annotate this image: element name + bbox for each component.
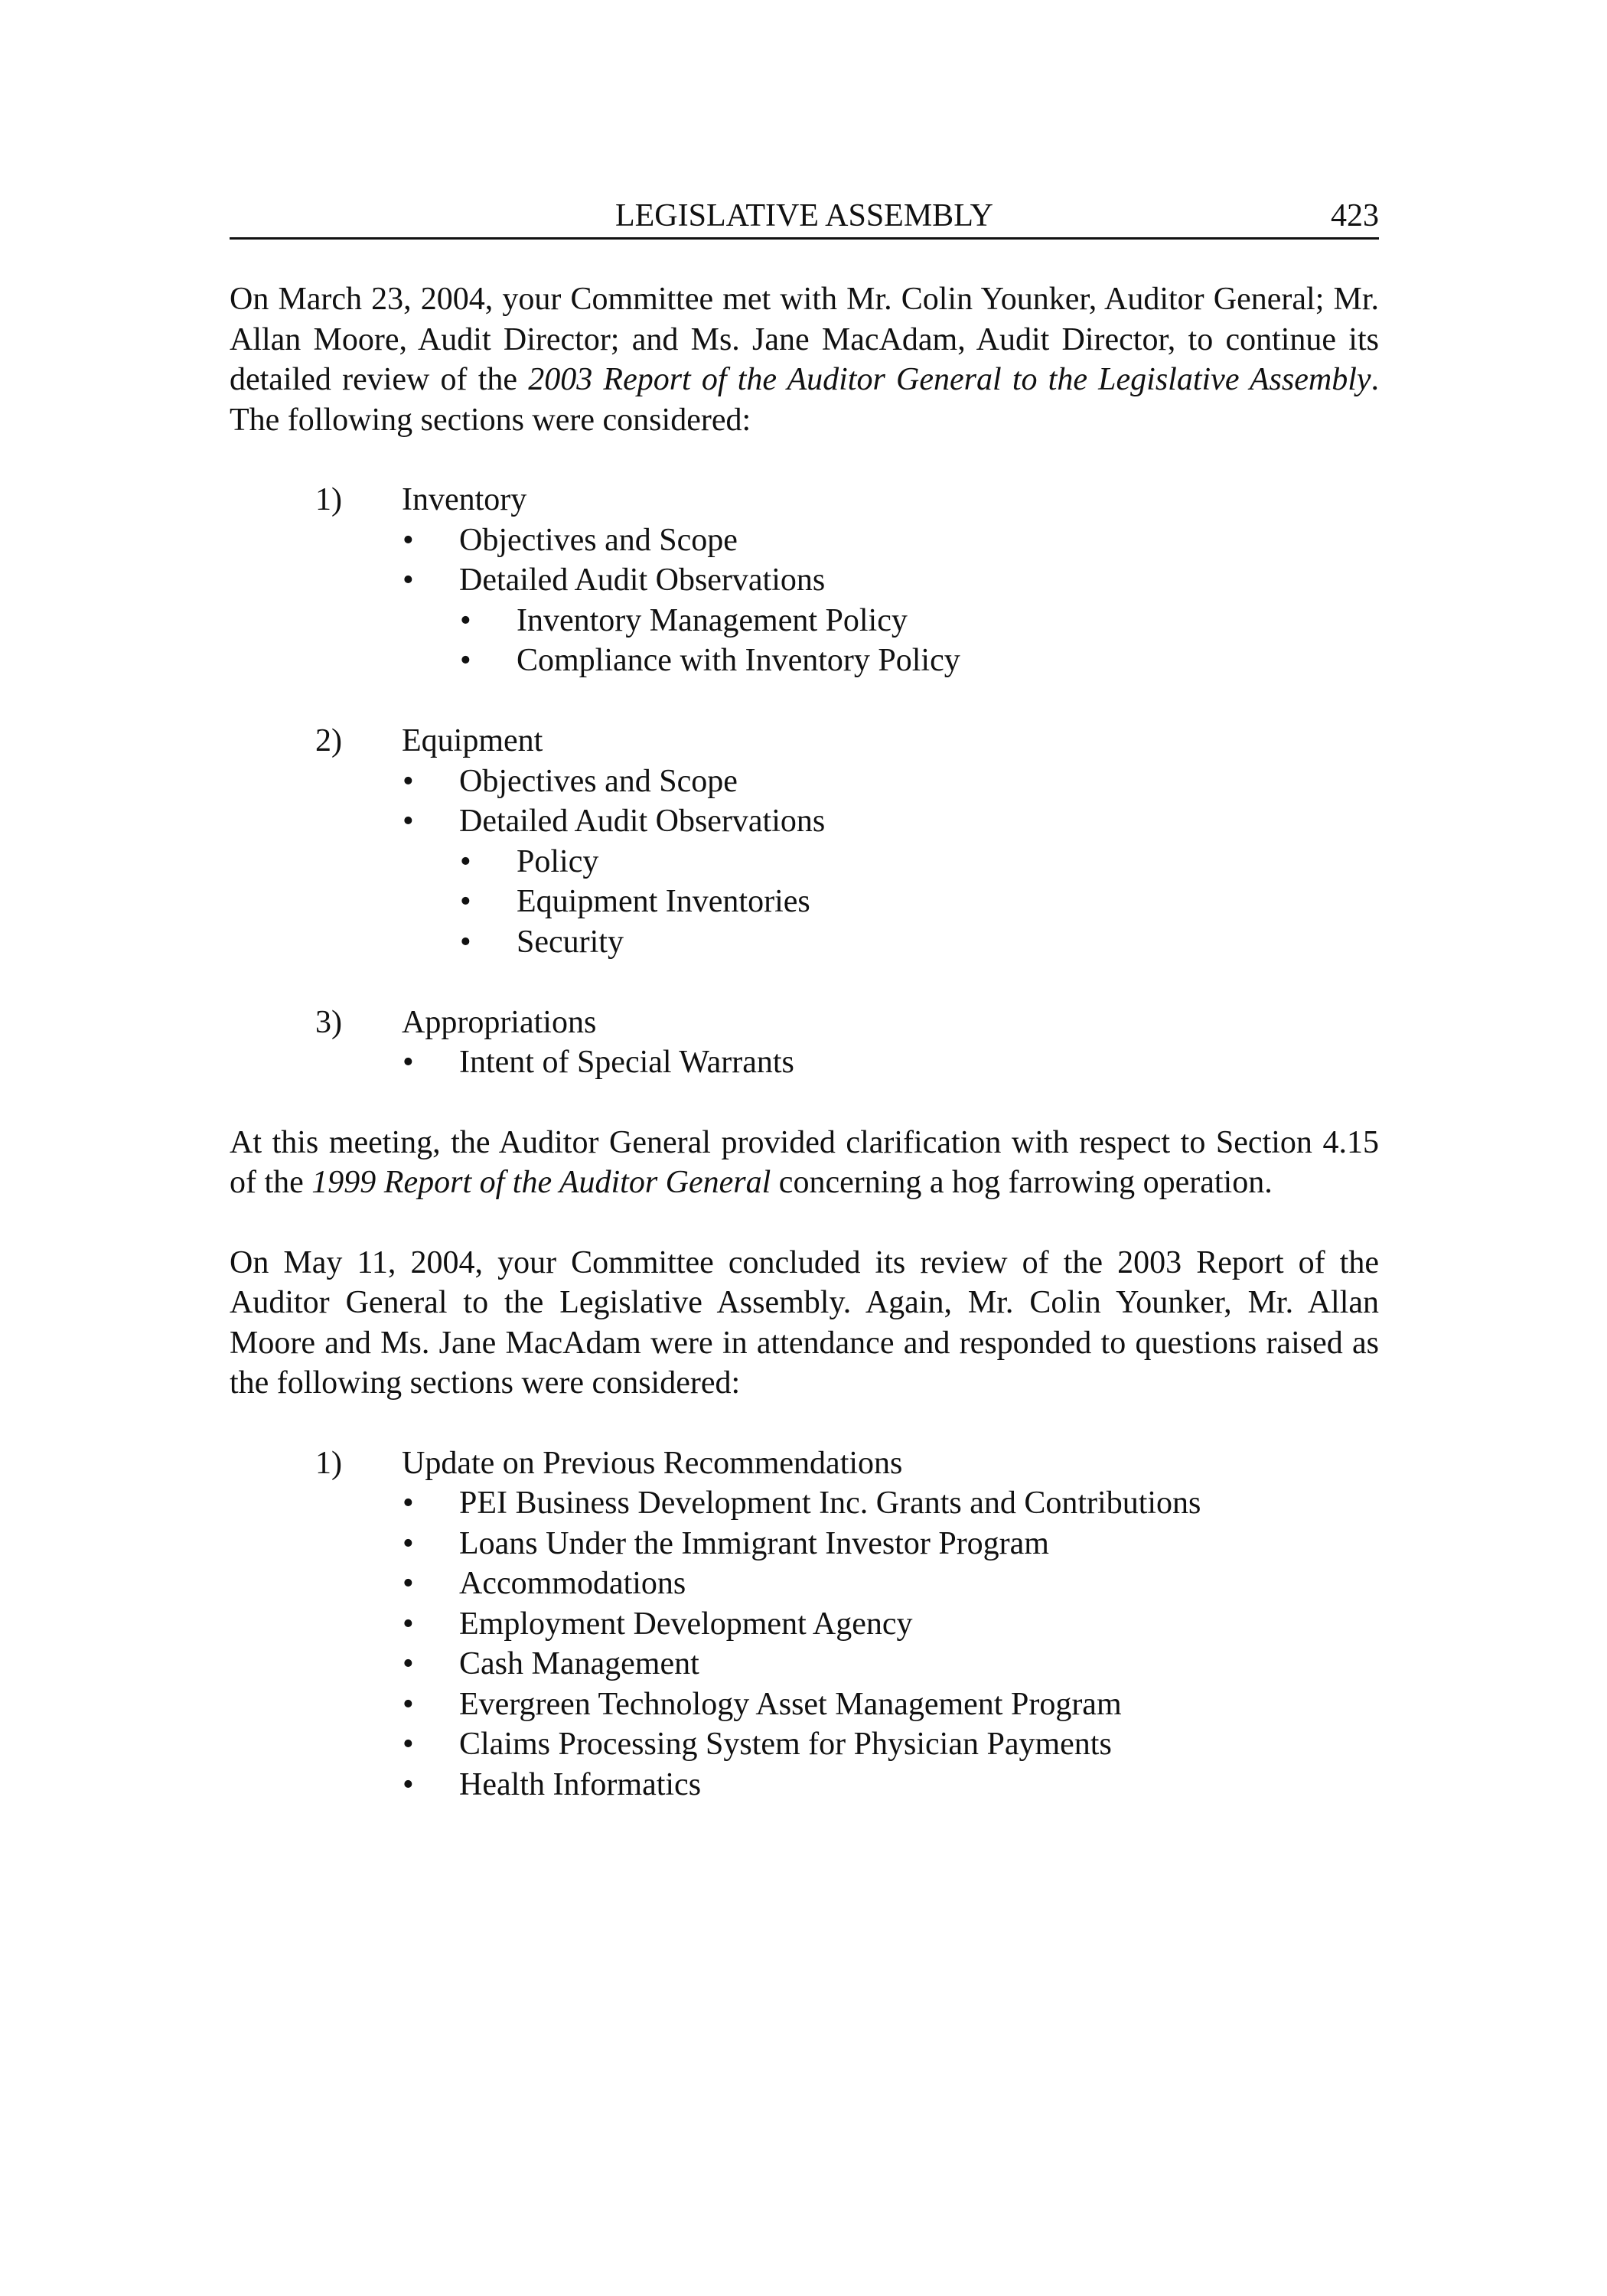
bullet-text: Health Informatics (459, 1766, 702, 1802)
numbered-item (230, 1443, 1379, 1805)
bullet-item (230, 1604, 1379, 1645)
sub-bullet-text: Compliance with Inventory Policy (517, 643, 960, 678)
report-title-italic: 2003 Report of the Auditor General to the Legislative Assembly (528, 362, 1371, 397)
header-title: LEGISLATIVE ASSEMBLY (615, 198, 993, 233)
item-title: Inventory (402, 482, 527, 517)
bullet-icon: • (403, 563, 414, 598)
page-body (230, 279, 1379, 1844)
sub-bullet-text: Policy (517, 843, 599, 879)
item-number: 1) (315, 482, 342, 517)
running-header (230, 194, 1379, 240)
paragraph-march-meeting (230, 279, 1379, 440)
bullet-item (230, 1644, 1379, 1684)
bullet-text: Employment Development Agency (459, 1606, 913, 1642)
bullet-text: Detailed Audit Observations (459, 563, 826, 598)
sub-bullet-item (230, 882, 1379, 922)
sub-bullet-item (230, 641, 1379, 681)
bullet-text: Objectives and Scope (459, 763, 738, 799)
bullet-icon: • (403, 1686, 414, 1722)
sub-bullet-text: Security (517, 924, 624, 960)
item-title: Update on Previous Recommendations (402, 1445, 903, 1481)
bullet-item (230, 1042, 1379, 1083)
bullet-item (230, 1724, 1379, 1765)
bullet-item (230, 1684, 1379, 1725)
bullet-icon: • (403, 1766, 414, 1802)
bullet-text: Loans Under the Immigrant Investor Program (459, 1525, 1049, 1561)
sections-list-may (230, 1443, 1379, 1805)
numbered-item (230, 1003, 1379, 1083)
bullet-item (230, 1765, 1379, 1805)
bullet-item (230, 762, 1379, 802)
bullet-icon: • (403, 1525, 414, 1561)
bullet-text: Accommodations (459, 1566, 686, 1601)
bullet-item (230, 1564, 1379, 1604)
sub-bullet-text: Equipment Inventories (517, 884, 810, 919)
bullet-icon: • (460, 643, 471, 678)
item-title: Appropriations (402, 1004, 597, 1040)
bullet-text: Objectives and Scope (459, 522, 738, 558)
bullet-text: Evergreen Technology Asset Management Program (459, 1686, 1122, 1722)
paragraph-text: At this meeting, the Auditor General provided clarification with respect to Section 4.15 of the (230, 1124, 1379, 1200)
numbered-item (230, 480, 1379, 681)
numbered-item (230, 721, 1379, 962)
sub-bullet-item (230, 842, 1379, 882)
paragraph-text: concerning a hog farrowing operation. (771, 1165, 1273, 1200)
bullet-item (230, 520, 1379, 561)
paragraph-may-meeting: On May 11, 2004, your Committee concluded its review of the 2003 Report of the Auditor General to the Legislative Assembly. Again, Mr. Colin Younker, Mr. Allan Moore and Ms. Jane MacAdam were in attendance and responded to questions raised as the following sections were considered: (230, 1244, 1379, 1401)
bullet-icon: • (460, 843, 471, 879)
bullet-icon: • (403, 1045, 414, 1080)
bullet-icon: • (460, 924, 471, 960)
bullet-icon: • (403, 1566, 414, 1601)
bullet-item (230, 1483, 1379, 1524)
bullet-icon: • (460, 602, 471, 638)
bullet-icon: • (403, 1606, 414, 1642)
numbered-item-heading (230, 721, 1379, 762)
bullet-text: PEI Business Development Inc. Grants and Contributions (459, 1486, 1201, 1521)
bullet-icon: • (403, 522, 414, 558)
numbered-item-heading (230, 1443, 1379, 1484)
bullet-text: Intent of Special Warrants (459, 1045, 794, 1080)
bullet-item (230, 801, 1379, 842)
bullet-text: Cash Management (459, 1646, 699, 1681)
bullet-icon: • (403, 804, 414, 839)
sub-bullet-item (230, 922, 1379, 963)
item-number: 2) (315, 723, 342, 758)
bullet-icon: • (403, 1727, 414, 1762)
paragraph-text: On March 23, 2004, your Committee met with Mr. Colin Younker, Auditor General; Mr. Allan Moore, Audit Director; and Ms. Jane MacAdam, Audit Director, to continue its detailed review of the (230, 282, 1379, 397)
item-number: 3) (315, 1004, 342, 1040)
bullet-icon: • (460, 884, 471, 919)
numbered-item-heading (230, 1003, 1379, 1043)
paragraph-clarification (230, 1123, 1379, 1203)
bullet-text: Detailed Audit Observations (459, 804, 826, 839)
bullet-icon: • (403, 763, 414, 799)
numbered-item-heading (230, 480, 1379, 520)
sub-bullet-item (230, 601, 1379, 641)
bullet-icon: • (403, 1486, 414, 1521)
bullet-item (230, 1524, 1379, 1564)
item-title: Equipment (402, 723, 543, 758)
page-number: 423 (1331, 198, 1379, 233)
bullet-icon: • (403, 1646, 414, 1681)
sub-bullet-text: Inventory Management Policy (517, 602, 908, 638)
paragraph-text: . The following sections were considered: (230, 362, 1380, 438)
bullet-item (230, 560, 1379, 601)
bullet-text: Claims Processing System for Physician Payments (459, 1727, 1112, 1762)
report-title-italic: 1999 Report of the Auditor General (311, 1165, 771, 1200)
item-number: 1) (315, 1445, 342, 1481)
sections-list-march (230, 480, 1379, 1083)
